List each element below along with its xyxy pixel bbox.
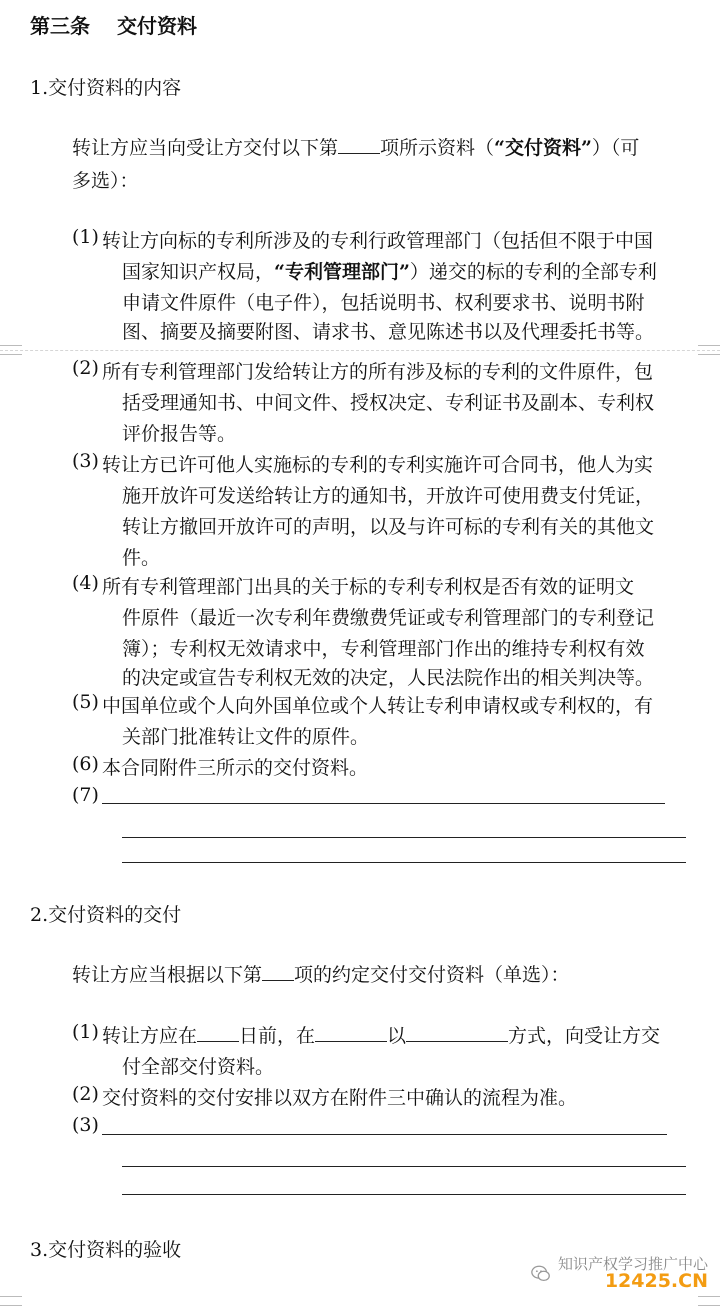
section2-intro: 转让方应当根据以下第 项的约定交付交付资料（单选）：: [72, 964, 570, 986]
item-number: (2): [72, 1083, 99, 1105]
list-item-text: 关部门批准转让文件的原件。: [122, 726, 370, 748]
list-item-text: 交付资料的交付安排以双方在附件三中确认的流程为准。: [102, 1087, 578, 1109]
list-item-text: 括受理通知书、中间文件、授权决定、专利证书及副本、专利权: [122, 392, 655, 414]
item-number: (3): [72, 450, 99, 472]
item-number: (7): [72, 784, 99, 806]
item-number: (1): [72, 226, 99, 248]
list-item-text: 所有专利管理部门出具的关于标的专利专利权是否有效的证明文: [102, 576, 635, 598]
section1-intro-line2: 多选）：: [72, 170, 139, 192]
list-item-text: 转让方向标的专利所涉及的专利行政管理部门（包括但不限于中国: [102, 230, 654, 252]
item-number: (2): [72, 357, 99, 379]
list-item-text: 图、摘要及摘要附图、请求书、意见陈述书以及代理委托书等。: [122, 321, 655, 343]
list-item-text: 国家知识产权局，“专利管理部门”）递交的标的专利的全部专利: [122, 261, 657, 283]
list-item-text: 的决定或宣告专利权无效的决定，人民法院作出的相关判决等。: [122, 667, 655, 689]
list-item-text: 本合同附件三所示的交付资料。: [102, 757, 369, 779]
fill-in-line[interactable]: [122, 1194, 686, 1195]
list-item-text: 施开放许可发送给转让方的通知书，开放许可使用费支付凭证，: [122, 485, 655, 507]
list-item-text: 评价报告等。: [122, 423, 237, 445]
list-item-text: 件。: [122, 547, 161, 569]
section3-heading: 3.交付资料的验收: [30, 1239, 182, 1261]
fill-in-line[interactable]: [102, 1134, 667, 1135]
list-item-text: 所有专利管理部门发给转让方的所有涉及标的专利的文件原件，包: [102, 361, 654, 383]
list-item-text: 付全部交付资料。: [122, 1056, 275, 1078]
item-number: (6): [72, 753, 99, 775]
section1-heading: 1.交付资料的内容: [30, 77, 182, 99]
watermark: [530, 1257, 708, 1291]
item-number: (1): [72, 1021, 99, 1043]
watermark-text: 知识产权学习推广中心: [557, 1255, 708, 1273]
blank-line[interactable]: [197, 1023, 239, 1042]
section1-intro: 转让方应当向受让方交付以下第 项所示资料（“交付资料”）（可: [72, 137, 640, 159]
article-title: 第三条 交付资料: [30, 14, 197, 38]
blank-line[interactable]: [315, 1023, 387, 1042]
list-item-text: 转让方已许可他人实施标的专利的专利实施许可合同书，他人为实: [102, 454, 654, 476]
list-item-text: 件原件（最近一次专利年费缴费凭证或专利管理部门的专利登记: [122, 607, 655, 629]
list-item-text: 转让方撤回开放许可的声明，以及与许可标的专利有关的其他文: [122, 516, 655, 538]
fill-in-line[interactable]: [122, 837, 686, 838]
fill-in-line[interactable]: [122, 862, 686, 863]
list-item-text: 转让方应在 日前，在 以 方式，向受让方交: [102, 1025, 661, 1047]
blank-line[interactable]: [406, 1023, 508, 1042]
section2-heading: 2.交付资料的交付: [30, 904, 182, 926]
list-item-text: 簿）；专利权无效请求中，专利管理部门作出的维持专利权有效: [122, 638, 645, 660]
fill-in-line[interactable]: [122, 1166, 686, 1167]
list-item-text: 申请文件原件（电子件），包括说明书、权利要求书、说明书附: [122, 292, 645, 314]
item-number: (4): [72, 572, 99, 594]
item-number: (5): [72, 691, 99, 713]
fill-in-line[interactable]: [102, 803, 665, 804]
list-item-text: 中国单位或个人向外国单位或个人转让专利申请权或专利权的，有: [102, 695, 654, 717]
item-number: (3): [72, 1114, 99, 1136]
watermark-domain: 12425.CN: [604, 1270, 708, 1292]
blank-line[interactable]: [262, 962, 294, 981]
page-break: [0, 350, 720, 351]
wechat-icon: [530, 1263, 552, 1285]
blank-line[interactable]: [338, 135, 380, 154]
